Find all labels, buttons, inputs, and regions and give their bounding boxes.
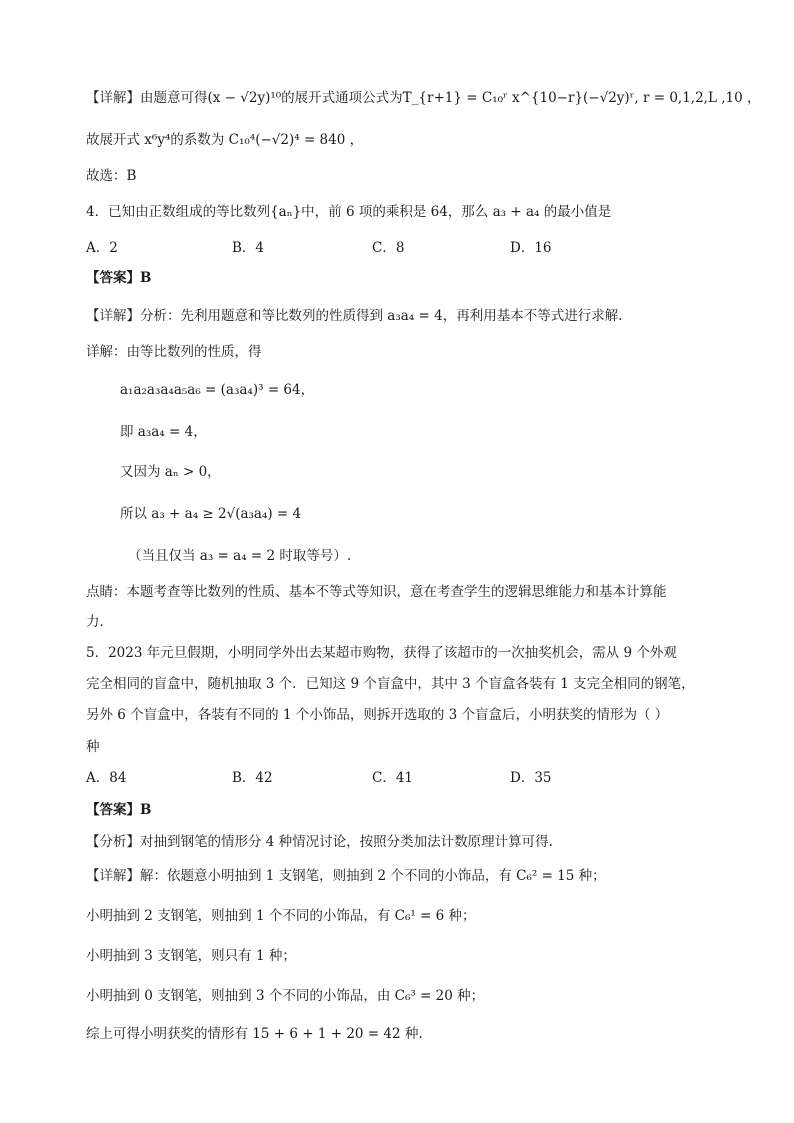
solution-3-detail-line-2: 故展开式 x⁶y⁴的系数为 C₁₀⁴(−√2)⁴ = 840 ， bbox=[86, 132, 364, 148]
q5-option-b: B．42 bbox=[232, 770, 273, 786]
question-4-step-4: 所以 a₃ + a₄ ≥ 2√(a₃a₄) = 4 bbox=[120, 506, 302, 522]
question-5-detail-line-3: 小明抽到 3 支钢笔，则只有 1 种； bbox=[86, 948, 296, 964]
question-5-stem-line-3: 另外 6 个盲盒中，各装有不同的 1 个小饰品，则拆开选取的 3 个盲盒后，小明获奖的情形为（ ） bbox=[86, 707, 669, 723]
q4-option-b: B．4 bbox=[232, 240, 265, 256]
question-5-stem-line-2: 完全相同的盲盒中，随机抽取 3 个．已知这 9 个盲盒中，其中 3 个盲盒各装有 1 支完全相同的钢笔， bbox=[86, 676, 695, 692]
question-5-stem-line-1: 5．2023 年元旦假期，小明同学外出去某超市购物，获得了该超市的一次抽奖机会，需从 9 个外观 bbox=[86, 645, 677, 661]
question-4-answer: 【答案】B bbox=[86, 270, 152, 286]
q4-option-d: D．16 bbox=[510, 240, 552, 256]
solution-3-choice: 故选：B bbox=[86, 168, 137, 184]
q4-option-c: C．8 bbox=[372, 240, 405, 256]
q5-option-a: A．84 bbox=[86, 770, 127, 786]
q5-option-c: C．41 bbox=[372, 770, 414, 786]
question-5-stem-line-4: 种 bbox=[86, 739, 100, 755]
question-5-analysis: 【分析】对抽到钢笔的情形分 4 种情况讨论，按照分类加法计数原理计算可得. bbox=[86, 834, 553, 850]
question-5-conclusion: 综上可得小明获奖的情形有 15 + 6 + 1 + 20 = 42 种. bbox=[86, 1026, 423, 1042]
question-4-step-2: 即 a₃a₄ = 4， bbox=[120, 424, 207, 440]
question-4-detail-intro: 详解：由等比数列的性质，得 bbox=[86, 344, 262, 360]
q4-option-a: A．2 bbox=[86, 240, 118, 256]
question-5-detail-line-4: 小明抽到 0 支钢笔，则抽到 3 个不同的小饰品，由 C₆³ = 20 种； bbox=[86, 988, 485, 1004]
question-5-detail-line-2: 小明抽到 2 支钢笔，则抽到 1 个不同的小饰品，有 C₆¹ = 6 种； bbox=[86, 908, 476, 924]
question-4-step-1: a₁a₂a₃a₄a₅a₆ = (a₃a₄)³ = 64， bbox=[120, 382, 315, 398]
question-4-remark-line-1: 点睛：本题考查等比数列的性质、基本不等式等知识，意在考查学生的逻辑思维能力和基本计算能 bbox=[86, 584, 667, 600]
solution-3-detail-line-1: 【详解】由题意可得(x − √2y)¹⁰的展开式通项公式为T_{r+1} = C₁₀ʳ x^{10−r}(−√2y)ʳ, r = 0,1,2,L ,10 ， bbox=[86, 90, 761, 106]
question-4-step-5: （当且仅当 a₃ = a₄ = 2 时取等号）. bbox=[128, 548, 352, 564]
question-5-detail-line-1: 【详解】解：依题意小明抽到 1 支钢笔，则抽到 2 个不同的小饰品，有 C₆² = 15 种； bbox=[86, 868, 606, 884]
question-4-stem: 4．已知由正数组成的等比数列{aₙ}中，前 6 项的乘积是 64，那么 a₃ + a₄ 的最小值是 bbox=[86, 204, 612, 220]
q5-option-d: D．35 bbox=[510, 770, 552, 786]
question-4-step-3: 又因为 aₙ > 0， bbox=[120, 464, 221, 480]
question-4-analysis: 【详解】分析：先利用题意和等比数列的性质得到 a₃a₄ = 4，再利用基本不等式进行求解． bbox=[86, 308, 632, 324]
question-4-remark-line-2: 力． bbox=[86, 614, 113, 630]
question-5-answer: 【答案】B bbox=[86, 802, 152, 818]
